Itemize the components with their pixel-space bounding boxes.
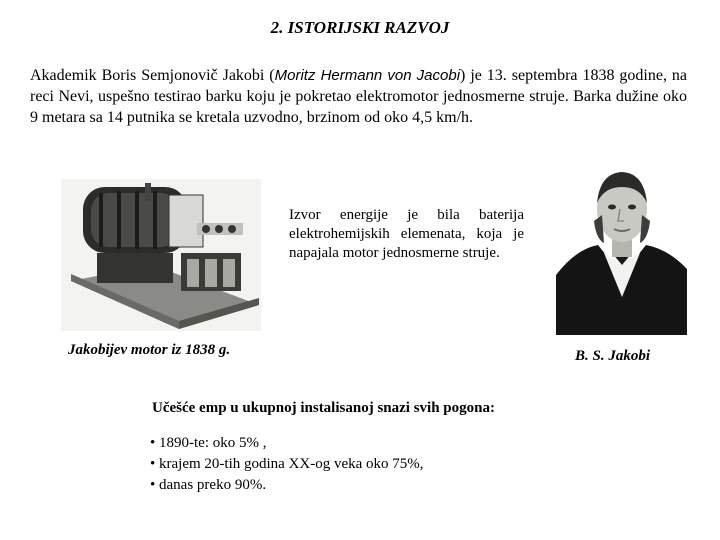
list-item: • 1890-te: oko 5% , [150, 433, 424, 454]
share-heading: Učešće emp u ukupnoj instalisanoj snazi svih pogona: [152, 400, 495, 416]
slide-title: 2. ISTORIJSKI RAZVOJ [270, 18, 450, 37]
share-list [150, 433, 424, 496]
intro-paragraph [30, 65, 687, 128]
portrait-caption: B. S. Jakobi [575, 348, 651, 364]
portrait-illustration [556, 157, 687, 335]
motor-photo [61, 179, 261, 331]
jakobi-portrait [556, 157, 687, 335]
motor-illustration [61, 179, 261, 331]
energy-source-text: Izvor energije je bila baterija elektrohemijskih elemenata, koja je napajala motor jednosmerne struje. [289, 207, 524, 261]
intro-italic-name: Moritz Hermann von Jacobi [274, 67, 461, 84]
list-item: • danas preko 90%. [150, 475, 424, 496]
list-item: • krajem 20-tih godina XX-og veka oko 75%, [150, 454, 424, 475]
motor-caption: Jakobijev motor iz 1838 g. [68, 342, 231, 358]
intro-text-part1: Akademik Boris Semjonovič Jakobi ( [30, 67, 275, 84]
intro-text-part2: ) je 13. septembra 1838 godine, na reci Nevi, uspešno testirao barku koju je pokretao elektromotor jednosmerne struje. Barka dužine oko 9 metara sa 14 putnika se kretala uzvodno, brzinom od oko 4,5 km/h. [30, 67, 687, 126]
